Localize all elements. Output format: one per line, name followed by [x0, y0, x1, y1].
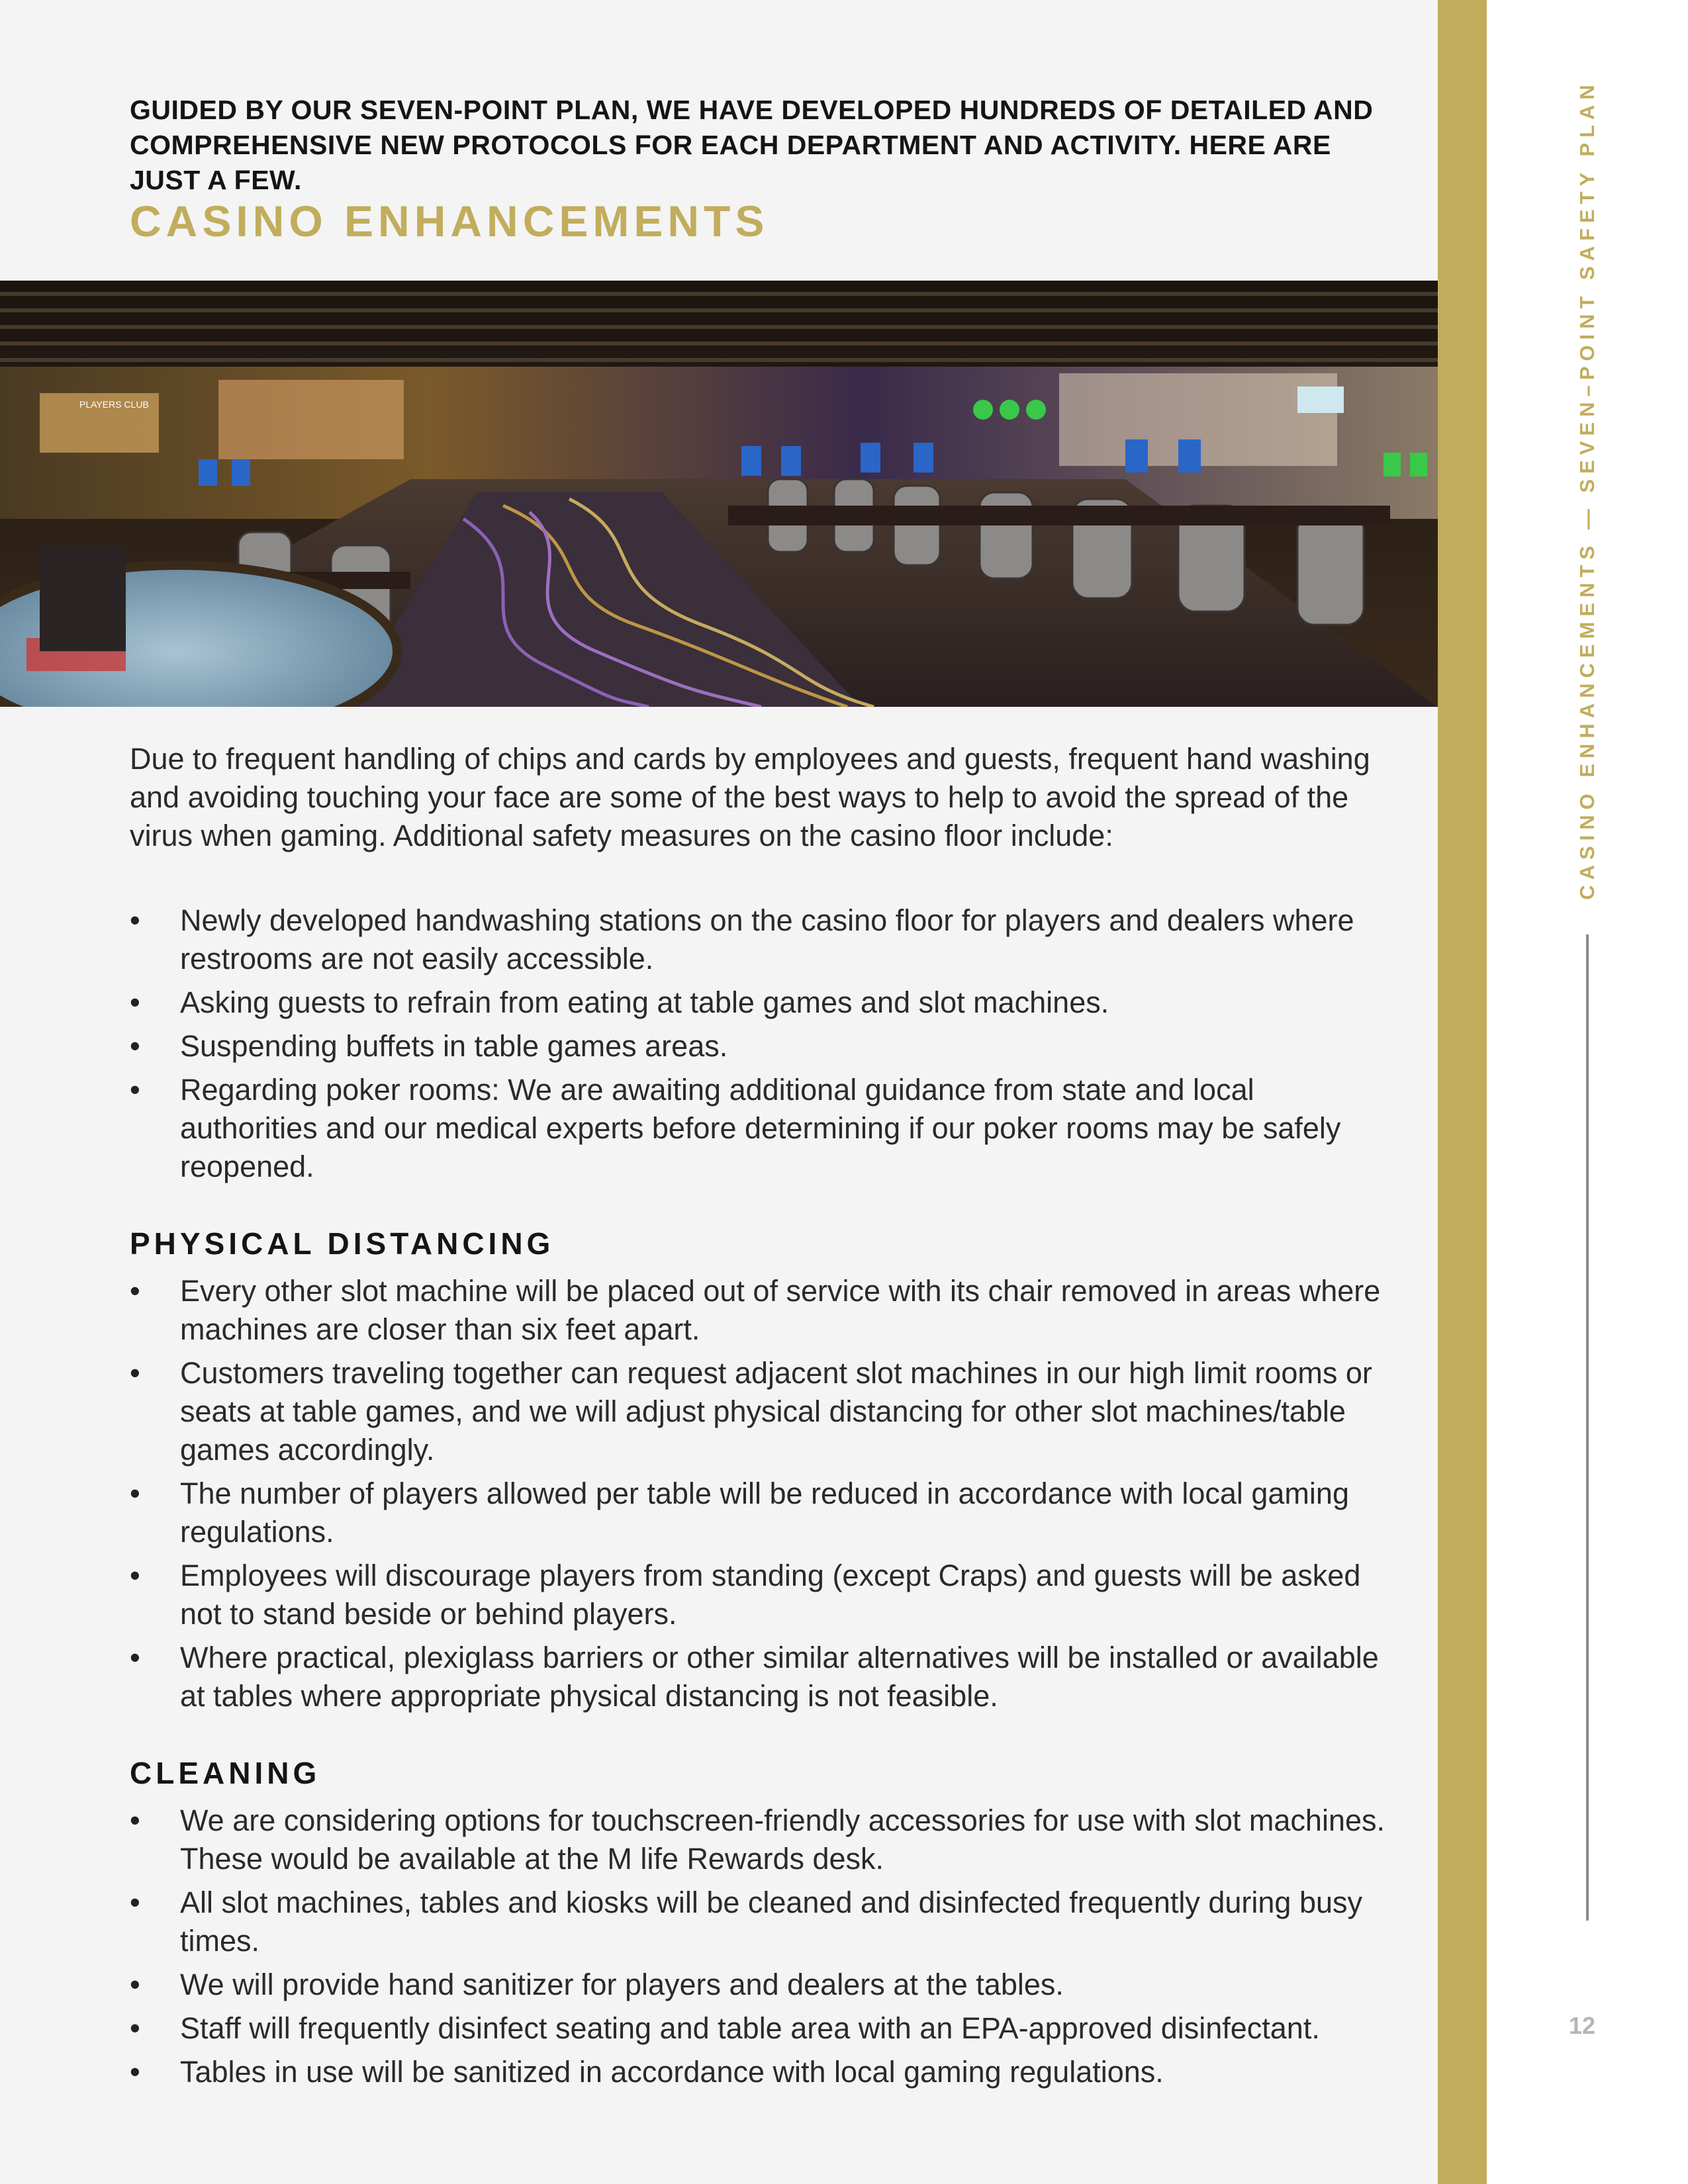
casino-floor-photo [0, 281, 1438, 707]
gold-side-bar [1438, 0, 1487, 2184]
cleaning-heading: CLEANING [130, 1756, 321, 1790]
list-item: • Customers traveling together can request adjacent slot machines in our high limit rooms or seats at table games, and we will adjust physical distancing for other slot machines/table games accordingly. [130, 1354, 1387, 1469]
list-item: • Asking guests to refrain from eating at table games and slot machines. [130, 983, 1387, 1022]
list-item: • Regarding poker rooms: We are awaiting additional guidance from state and local authorities and our medical experts before determining if our poker rooms may be safely reopened. [130, 1071, 1387, 1186]
cleaning-list [130, 1801, 1387, 2097]
page-number: 12 [1569, 2012, 1596, 2039]
list-item: • Suspending buffets in table games areas. [130, 1027, 1387, 1066]
list-item: • Newly developed handwashing stations on the casino floor for players and dealers where restrooms are not easily accessible. [130, 901, 1387, 978]
list-item: • Tables in use will be sanitized in accordance with local gaming regulations. [130, 2053, 1387, 2091]
list-item: • We will provide hand sanitizer for players and dealers at the tables. [130, 1966, 1387, 2004]
list-item: • Staff will frequently disinfect seating and table area with an EPA-approved disinfectant. [130, 2009, 1387, 2048]
section-running-header: CASINO ENHANCEMENTS — SEVEN–POINT SAFETY PLAN [1575, 79, 1599, 900]
page-title: CASINO ENHANCEMENTS [130, 197, 769, 246]
list-item: • All slot machines, tables and kiosks will be cleaned and disinfected frequently during busy times. [130, 1884, 1387, 1960]
casino-floor-measures-list [130, 901, 1387, 1191]
list-item: • Employees will discourage players from standing (except Craps) and guests will be asked not to stand beside or behind players. [130, 1557, 1387, 1633]
players-club-sign: PLAYERS CLUB [79, 399, 149, 410]
list-item: • Every other slot machine will be placed out of service with its chair removed in areas where machines are closer than six feet apart. [130, 1272, 1387, 1349]
physical-distancing-list [130, 1272, 1387, 1721]
list-item: • Where practical, plexiglass barriers or other similar alternatives will be installed or available at tables where appropriate physical distancing is not feasible. [130, 1639, 1387, 1715]
intro-text: GUIDED BY OUR SEVEN-POINT PLAN, WE HAVE DEVELOPED HUNDREDS OF DETAILED AND COMPREHENSIVE NEW PROTOCOLS FOR EACH DEPARTMENT AND ACTIVITY. HERE ARE JUST A FEW. [130, 95, 1374, 195]
side-divider [1586, 934, 1589, 1921]
list-item: • The number of players allowed per table will be reduced in accordance with local gaming regulations. [130, 1475, 1387, 1551]
physical-distancing-heading: PHYSICAL DISTANCING [130, 1226, 555, 1261]
intro-paragraph: Due to frequent handling of chips and cards by employees and guests, frequent hand washing and avoiding touching your face are some of the best ways to help to avoid the spread of the virus when gaming. Additional safety measures on the casino floor include: [130, 742, 1370, 852]
list-item: • We are considering options for touchscreen-friendly accessories for use with slot machines. These would be available at the M life Rewards desk. [130, 1801, 1387, 1878]
